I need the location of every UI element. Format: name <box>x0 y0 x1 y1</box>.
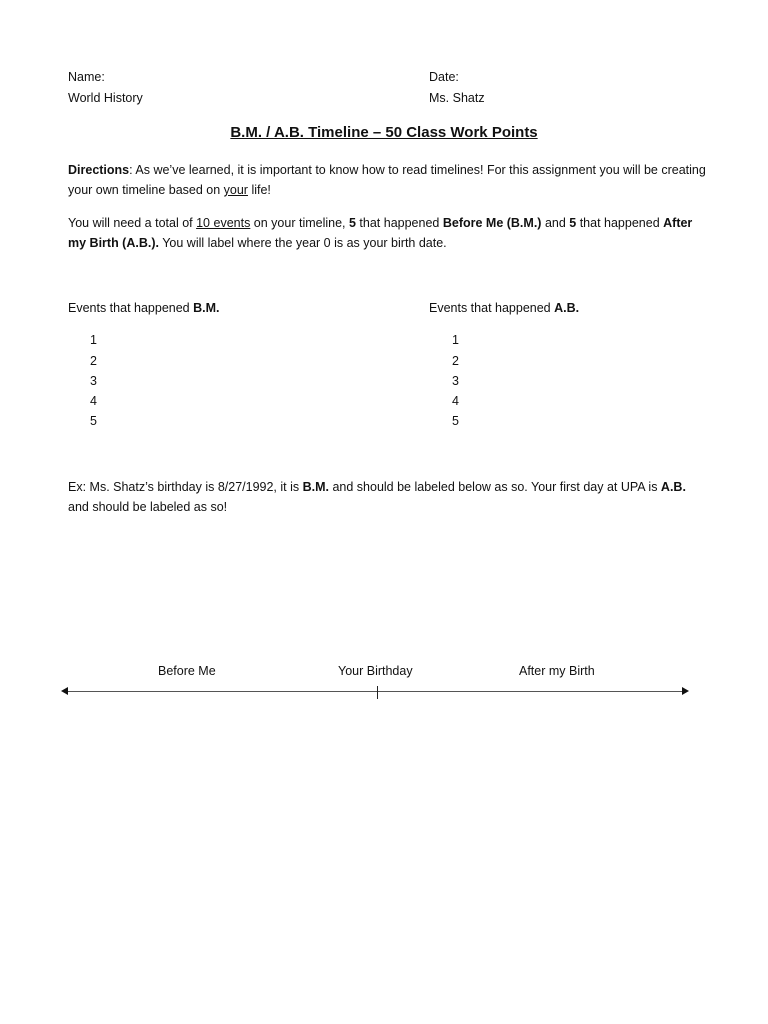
bm-heading-bold: B.M. <box>193 301 220 315</box>
bm-list-item: 3 <box>90 374 97 388</box>
ab-list-heading <box>429 301 579 315</box>
req-text-11: You will label where the year 0 is as your birth date. <box>158 236 447 250</box>
example-text-1: Ex: Ms. Shatz’s birthday is 8/27/1992, it is <box>68 480 303 494</box>
bm-list-heading <box>68 301 220 315</box>
ab-heading-text: Events that happened <box>429 301 555 315</box>
directions-underlined-word: your <box>223 183 248 197</box>
req-bold-10: After my Birth (A.B.). <box>68 216 693 250</box>
directions-paragraph <box>68 160 708 200</box>
directions-label: Directions <box>68 163 130 177</box>
date-label: Date: <box>429 70 459 84</box>
timeline-right-arrow-icon <box>682 687 689 695</box>
ab-list-item: 3 <box>452 374 459 388</box>
timeline-birthday-label: Your Birthday <box>338 664 413 678</box>
ab-list-item: 4 <box>452 394 459 408</box>
req-text-9: that happened <box>576 216 664 230</box>
example-bold-bm: B.M. <box>302 480 329 494</box>
ab-list-item: 5 <box>452 414 459 428</box>
req-bold-4: 5 <box>349 216 356 230</box>
course-name: World History <box>68 91 143 105</box>
bm-list-item: 4 <box>90 394 97 408</box>
timeline-line <box>66 691 684 692</box>
req-bold-8: 5 <box>569 216 577 230</box>
req-text-7: and <box>541 216 570 230</box>
requirements-paragraph <box>68 213 708 253</box>
directions-text-1: : As we’ve learned, it is important to know how to read timelines! For this assignment you will be creating your own timeline based on <box>68 163 706 197</box>
req-text-5: that happened <box>355 216 443 230</box>
ab-list-item: 1 <box>452 333 459 347</box>
req-bold-6: Before Me (B.M.) <box>442 216 542 230</box>
timeline-before-label: Before Me <box>158 664 216 678</box>
ab-heading-bold: A.B. <box>554 301 580 315</box>
bm-heading-text: Events that happened <box>68 301 194 315</box>
page-title: B.M. / A.B. Timeline – 50 Class Work Points <box>230 124 538 141</box>
timeline-left-arrow-icon <box>61 687 68 695</box>
directions-text-2: life! <box>247 183 271 197</box>
timeline-after-label: After my Birth <box>519 664 595 678</box>
timeline-birthday-tick <box>377 686 378 699</box>
bm-list-item: 1 <box>90 333 97 347</box>
example-paragraph <box>68 477 708 517</box>
bm-list-item: 5 <box>90 414 97 428</box>
req-underlined: 10 events <box>196 216 251 230</box>
bm-list-item: 2 <box>90 354 97 368</box>
teacher-name: Ms. Shatz <box>429 91 485 105</box>
req-text-3: on your timeline, <box>250 216 349 230</box>
example-bold-ab: A.B. <box>660 480 686 494</box>
example-text-5: and should be labeled as so! <box>68 500 228 514</box>
req-text-1: You will need a total of <box>68 216 197 230</box>
name-label: Name: <box>68 70 105 84</box>
example-text-3: and should be labeled below as so. Your first day at UPA is <box>329 480 661 494</box>
ab-list-item: 2 <box>452 354 459 368</box>
